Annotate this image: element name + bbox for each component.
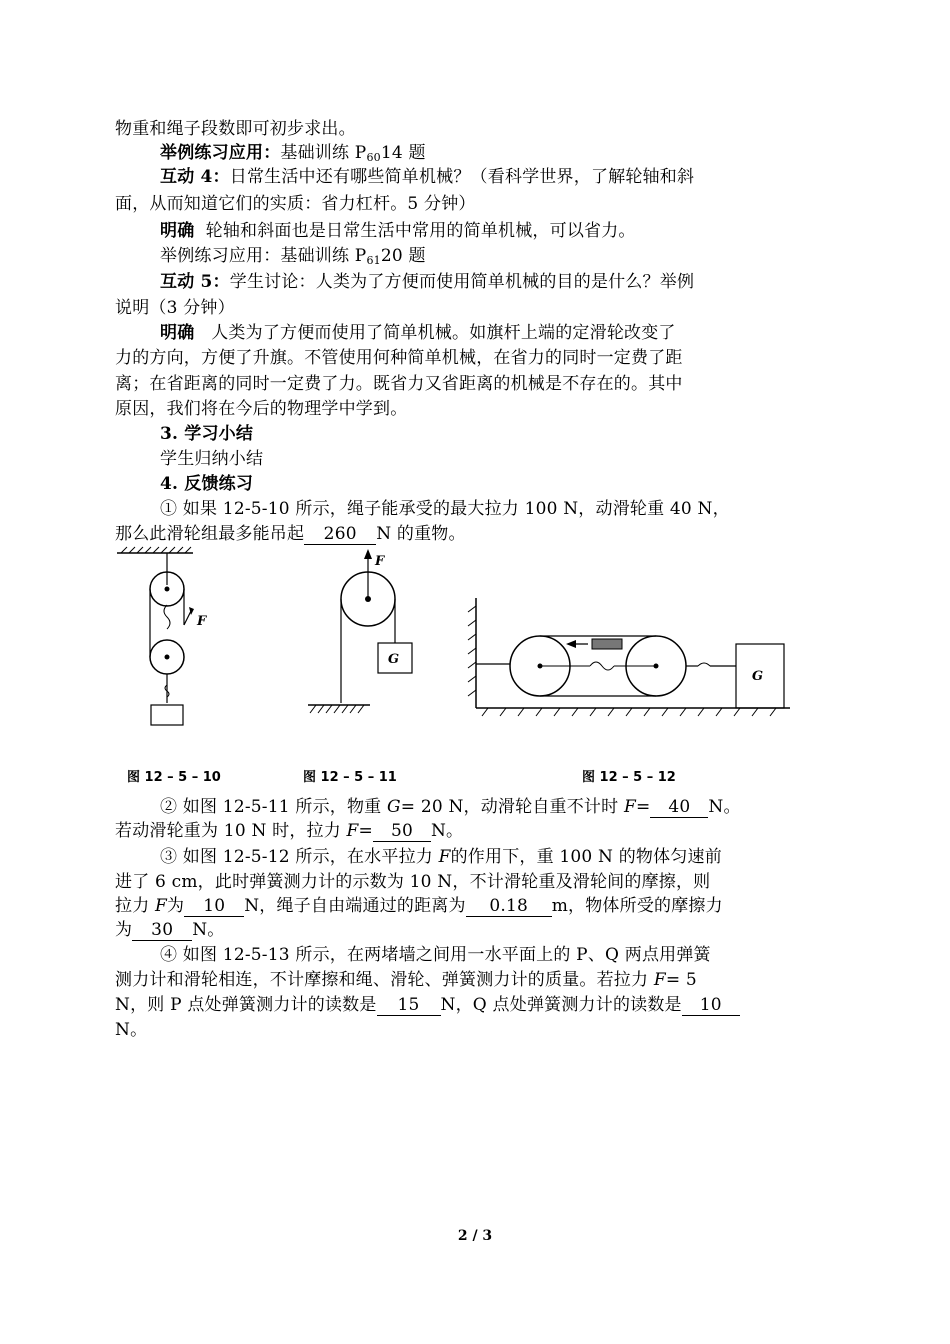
page-number: 2 / 3 <box>457 1228 493 1244</box>
answer-blank: 30 <box>132 920 192 941</box>
question-4: ④ 如图 12-5-13 所示，在两堵墙之间用一水平面上的 P、Q 两点用弹簧 <box>160 945 711 965</box>
answer-blank: 50 <box>373 821 431 842</box>
question-3: ③ 如图 12-5-12 所示，在水平拉力 F的作用下，重 100 N 的物体匀速前 <box>160 847 722 867</box>
text-line: 互动 5：学生讨论：人类为了方便而使用简单机械的目的是什么？举例 <box>160 272 695 292</box>
question-3-cont: 进了 6 cm，此时弹簧测力计的示数为 10 N，不计滑轮重及滑轮间的摩擦，则 <box>115 872 711 892</box>
text-line: 举例练习应用：基础训练 $P_{61}20$ 题 <box>160 246 426 267</box>
text-line: 明确 轮轴和斜面也是日常生活中常用的简单机械，可以省力。 <box>160 221 636 241</box>
figure-caption: 图 12 – 5 – 12 <box>582 770 676 785</box>
text-line: 离；在省距离的同时一定费了力。既省力又省距离的机械是不存在的。其中 <box>115 374 683 394</box>
question-2-cont: 若动滑轮重为 10 N 时，拉力 F= 50 N。 <box>115 821 464 841</box>
figure-caption: 图 12 – 5 – 11 <box>303 770 397 785</box>
weight-label: G <box>388 652 400 667</box>
question-1: ① 如果 12-5-10 所示，绳子能承受的最大拉力 100 N，动滑轮重 40 N， <box>160 499 730 519</box>
question-4-cont: N。 <box>115 1020 148 1040</box>
text-line: 原因，我们将在今后的物理学中学到。 <box>115 399 408 419</box>
answer-blank: 15 <box>377 995 441 1016</box>
answer-blank: 260 <box>304 524 376 545</box>
text-line: 说明（3 分钟） <box>115 298 235 318</box>
question-3-cont: 拉力 F为 10 N，绳子自由端通过的距离为 0.18 m，物体所受的摩擦力 <box>115 896 723 916</box>
answer-blank: 10 <box>184 896 244 917</box>
force-label: F <box>375 554 385 569</box>
figure-caption: 图 12 – 5 – 10 <box>127 770 221 785</box>
figure-12-5-12 <box>460 590 800 725</box>
question-3-cont: 为 30 N。 <box>115 920 225 940</box>
text-line: 物重和绳子段数即可初步求出。 <box>115 119 356 139</box>
text-line: 明确 人类为了方便而使用了简单机械。如旗杆上端的定滑轮改变了 <box>160 323 676 343</box>
answer-blank: 0.18 <box>466 896 552 917</box>
answer-blank: 40 <box>650 797 708 818</box>
figure-12-5-10 <box>115 545 207 735</box>
text-line: 面，从而知道它们的实质：省力杠杆。5 分钟） <box>115 194 476 214</box>
question-4-cont: N，则 P 点处弹簧测力计的读数是 15 N，Q 点处弹簧测力计的读数是 10 <box>115 993 837 1017</box>
text-line: 力的方向，方便了升旗。不管使用何种简单机械，在省力的同时一定费了距 <box>115 348 683 368</box>
question-1-cont: 那么此滑轮组最多能吊起 260 N 的重物。 <box>115 524 466 544</box>
text-line: 互动 4：日常生活中还有哪些简单机械？（看科学世界，了解轮轴和斜 <box>160 167 695 187</box>
answer-blank: 10 <box>682 995 740 1016</box>
section-heading: 3. 学习小结 <box>160 424 254 444</box>
weight-label: G <box>752 669 764 684</box>
question-2: ② 如图 12-5-11 所示，物重 G= 20 N，动滑轮自重不计时 F= 40 N。 <box>160 797 741 817</box>
figure-12-5-11 <box>300 545 410 720</box>
section-heading: 4. 反馈练习 <box>160 474 254 494</box>
force-label: F <box>197 614 207 629</box>
text-line: 举例练习应用：基础训练 $P_{60}14$ 题 <box>160 143 426 164</box>
question-4-cont: 测力计和滑轮相连，不计摩擦和绳、滑轮、弹簧测力计的质量。若拉力 F= 5 <box>115 970 697 990</box>
text-line: 学生归纳小结 <box>160 449 264 469</box>
